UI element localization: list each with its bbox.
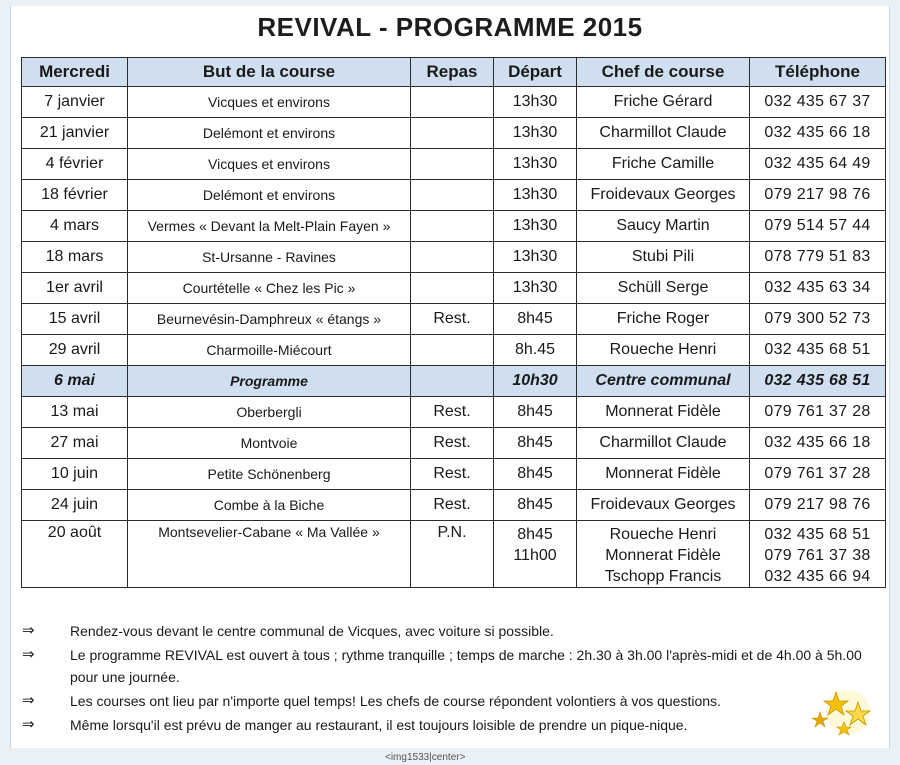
depart-time: 8h45 — [517, 526, 553, 543]
cell-date: 24 juin — [22, 490, 128, 521]
table-row — [22, 490, 886, 521]
cell-telephones — [750, 521, 886, 588]
note-item — [22, 690, 862, 712]
arrow-right-icon: ⇒ — [22, 692, 35, 709]
image-caption: <img1533|center> — [385, 752, 466, 763]
cell-chef: Monnerat Fidèle — [577, 459, 750, 490]
table-row — [22, 211, 886, 242]
note-text: Le programme REVIVAL est ouvert à tous ; rythme tranquille ; temps de marche : 2h.30 à 3h.00 l'après-midi et de 4h.00 à 5h.00 pour une journée. — [70, 647, 862, 685]
cell-repas: Rest. — [411, 397, 494, 428]
cell-chef: Froidevaux Georges — [577, 180, 750, 211]
cell-course: Vermes « Devant la Melt-Plain Fayen » — [128, 211, 411, 242]
cell-telephone: 032 435 68 51 — [750, 335, 886, 366]
cell-depart: 13h30 — [494, 118, 577, 149]
cell-departs — [494, 521, 577, 588]
cell-date: 27 mai — [22, 428, 128, 459]
note-text: Même lorsqu'il est prévu de manger au restaurant, il est toujours loisible de prendre un pique-nique. — [70, 717, 688, 733]
cell-depart: 13h30 — [494, 149, 577, 180]
cell-depart: 13h30 — [494, 242, 577, 273]
table-row — [22, 242, 886, 273]
cell-repas — [411, 118, 494, 149]
cell-date: 18 février — [22, 180, 128, 211]
table-row — [22, 149, 886, 180]
cell-repas: P.N. — [411, 521, 494, 588]
table-row — [22, 366, 886, 397]
table-row-last — [22, 521, 886, 588]
note-item — [22, 714, 862, 736]
cell-depart: 13h30 — [494, 211, 577, 242]
arrow-right-icon: ⇒ — [22, 622, 35, 639]
cell-chef: Saucy Martin — [577, 211, 750, 242]
cell-date: 10 juin — [22, 459, 128, 490]
note-text: Rendez-vous devant le centre communal de Vicques, avec voiture si possible. — [70, 623, 554, 639]
cell-repas — [411, 273, 494, 304]
table-row — [22, 459, 886, 490]
cell-telephone: 079 217 98 76 — [750, 490, 886, 521]
cell-telephone: 032 435 67 37 — [750, 87, 886, 118]
cell-date: 13 mai — [22, 397, 128, 428]
cell-depart: 8h45 — [494, 459, 577, 490]
cell-depart: 8h45 — [494, 304, 577, 335]
phone-number: 032 435 68 51 — [764, 526, 871, 543]
cell-telephone: 079 761 37 28 — [750, 397, 886, 428]
cell-depart: 8h45 — [494, 490, 577, 521]
cell-repas: Rest. — [411, 304, 494, 335]
cell-repas — [411, 335, 494, 366]
phone-number: 079 761 37 38 — [764, 547, 871, 564]
cell-course: Combe à la Biche — [128, 490, 411, 521]
cell-course: Petite Schönenberg — [128, 459, 411, 490]
cell-course: Delémont et environs — [128, 180, 411, 211]
table-row — [22, 180, 886, 211]
header-depart: Départ — [494, 58, 577, 87]
table-row — [22, 335, 886, 366]
cell-course: Delémont et environs — [128, 118, 411, 149]
cell-chef: Charmillot Claude — [577, 428, 750, 459]
cell-date: 7 janvier — [22, 87, 128, 118]
cell-repas — [411, 180, 494, 211]
cell-repas — [411, 87, 494, 118]
cell-date: 21 janvier — [22, 118, 128, 149]
cell-date: 15 avril — [22, 304, 128, 335]
cell-course: Oberbergli — [128, 397, 411, 428]
table-row — [22, 428, 886, 459]
cell-repas — [411, 211, 494, 242]
cell-repas — [411, 149, 494, 180]
cell-chef: Centre communal — [577, 366, 750, 397]
chef-name: Tschopp Francis — [604, 568, 722, 585]
header-but-de-la-course: But de la course — [128, 58, 411, 87]
table-row — [22, 118, 886, 149]
cell-depart: 13h30 — [494, 180, 577, 211]
cell-depart: 8h.45 — [494, 335, 577, 366]
cell-chef: Schüll Serge — [577, 273, 750, 304]
cell-depart: 8h45 — [494, 428, 577, 459]
header-chef-de-course: Chef de course — [577, 58, 750, 87]
notes-list — [22, 620, 862, 738]
table-row — [22, 87, 886, 118]
note-item — [22, 620, 862, 642]
table-row — [22, 397, 886, 428]
chef-name: Roueche Henri — [609, 526, 717, 543]
cell-course: Montsevelier-Cabane « Ma Vallée » — [128, 521, 411, 588]
cell-date: 1er avril — [22, 273, 128, 304]
cell-course: Courtételle « Chez les Pic » — [128, 273, 411, 304]
phone-number: 032 435 66 94 — [764, 568, 871, 585]
cell-telephone: 079 514 57 44 — [750, 211, 886, 242]
header-telephone: Téléphone — [750, 58, 886, 87]
cell-chef: Roueche Henri — [577, 335, 750, 366]
cell-telephone: 079 761 37 28 — [750, 459, 886, 490]
cell-course: Montvoie — [128, 428, 411, 459]
table-row — [22, 304, 886, 335]
cell-date: 18 mars — [22, 242, 128, 273]
cell-chef: Friche Roger — [577, 304, 750, 335]
cell-telephone: 032 435 68 51 — [750, 366, 886, 397]
cell-depart: 13h30 — [494, 87, 577, 118]
cell-course: Vicques et environs — [128, 87, 411, 118]
cell-course: Charmoille-Miécourt — [128, 335, 411, 366]
cell-chefs — [577, 521, 750, 588]
cell-repas: Rest. — [411, 490, 494, 521]
header-repas: Repas — [411, 58, 494, 87]
cell-depart: 8h45 — [494, 397, 577, 428]
cell-date: 20 août — [22, 521, 128, 588]
stars-icon — [806, 682, 876, 738]
cell-chef: Froidevaux Georges — [577, 490, 750, 521]
cell-date: 6 mai — [22, 366, 128, 397]
cell-course: Programme — [128, 366, 411, 397]
cell-depart: 13h30 — [494, 273, 577, 304]
depart-time: 11h00 — [513, 547, 557, 564]
cell-chef: Friche Gérard — [577, 87, 750, 118]
cell-repas: Rest. — [411, 428, 494, 459]
cell-depart: 10h30 — [494, 366, 577, 397]
cell-chef: Charmillot Claude — [577, 118, 750, 149]
cell-course: Beurnevésin-Damphreux « étangs » — [128, 304, 411, 335]
programme-table — [21, 57, 886, 588]
cell-telephone: 078 779 51 83 — [750, 242, 886, 273]
cell-telephone: 032 435 63 34 — [750, 273, 886, 304]
cell-course: Vicques et environs — [128, 149, 411, 180]
header-mercredi: Mercredi — [22, 58, 128, 87]
cell-date: 4 février — [22, 149, 128, 180]
note-text: Les courses ont lieu par n'importe quel temps! Les chefs de course répondent volontiers à vos questions. — [70, 693, 721, 709]
cell-telephone: 032 435 66 18 — [750, 118, 886, 149]
cell-telephone: 032 435 66 18 — [750, 428, 886, 459]
cell-repas — [411, 366, 494, 397]
cell-date: 29 avril — [22, 335, 128, 366]
page-title: REVIVAL - PROGRAMME 2015 — [257, 12, 643, 42]
cell-telephone: 032 435 64 49 — [750, 149, 886, 180]
arrow-right-icon: ⇒ — [22, 716, 35, 733]
table-row — [22, 273, 886, 304]
cell-date: 4 mars — [22, 211, 128, 242]
arrow-right-icon: ⇒ — [22, 646, 35, 663]
note-item — [22, 644, 862, 688]
cell-telephone: 079 300 52 73 — [750, 304, 886, 335]
cell-chef: Friche Camille — [577, 149, 750, 180]
cell-telephone: 079 217 98 76 — [750, 180, 886, 211]
cell-repas — [411, 242, 494, 273]
cell-course: St-Ursanne - Ravines — [128, 242, 411, 273]
cell-chef: Stubi Pili — [577, 242, 750, 273]
chef-name: Monnerat Fidèle — [605, 547, 721, 564]
cell-repas: Rest. — [411, 459, 494, 490]
table-header-row — [22, 58, 886, 87]
cell-chef: Monnerat Fidèle — [577, 397, 750, 428]
